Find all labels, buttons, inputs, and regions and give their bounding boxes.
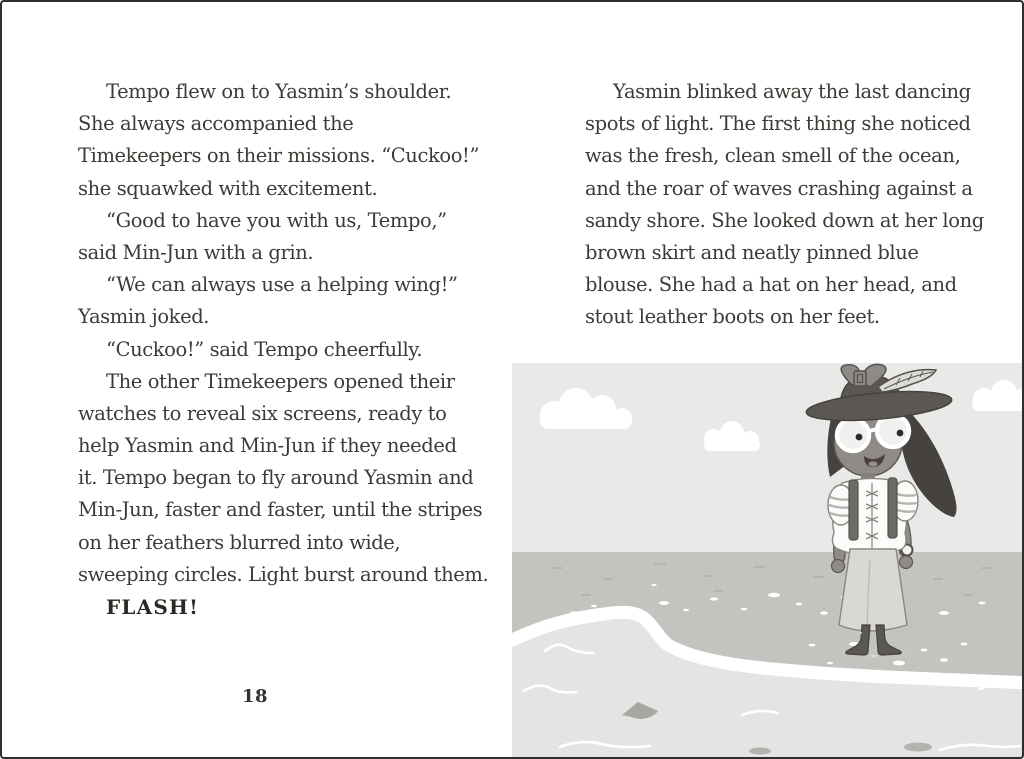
text-line: watches to reveal six screens, ready to: [78, 401, 447, 425]
text-line: Min-Jun, faster and faster, until the stripes: [78, 498, 483, 522]
text-line: stout leather boots on her feet.: [585, 305, 880, 329]
text-line: it. Tempo began to fly around Yasmin and: [78, 466, 474, 490]
left-page-text: [78, 76, 489, 623]
text-line: Timekeepers on their missions. “Cuckoo!”: [78, 144, 480, 168]
beach-illustration: [512, 363, 1024, 759]
text-line: Yasmin joked.: [78, 305, 210, 329]
text-line: Tempo flew on to Yasmin’s shoulder.: [106, 80, 452, 103]
text-line: brown skirt and neatly pinned blue: [585, 240, 919, 264]
text-line: help Yasmin and Min-Jun if they needed: [78, 434, 457, 458]
text-line: “We can always use a helping wing!”: [106, 273, 458, 297]
text-line: was the fresh, clean smell of the ocean,: [585, 144, 961, 168]
girl-blouse: [828, 478, 918, 555]
text-line: blouse. She had a hat on her head, and: [585, 273, 957, 297]
text-line: FLASH!: [106, 595, 200, 619]
text-line: “Cuckoo!” said Tempo cheerfully.: [106, 337, 423, 361]
right-page-text: [585, 76, 984, 334]
text-line: She always accompanied the: [78, 112, 354, 136]
text-line: and the roar of waves crashing against a: [585, 176, 973, 200]
text-line: Yasmin blinked away the last dancing: [613, 80, 971, 103]
text-line: “Good to have you with us, Tempo,”: [106, 208, 447, 232]
girl-skirt: [839, 549, 907, 631]
text-line: she squawked with excitement.: [78, 176, 378, 200]
text-line: The other Timekeepers opened their: [106, 369, 455, 393]
text-line: said Min-Jun with a grin.: [78, 240, 314, 264]
text-line: spots of light. The first thing she noticed: [585, 112, 971, 136]
text-line: sandy shore. She looked down at her long: [585, 208, 984, 232]
text-line: sweeping circles. Light burst around them.: [78, 562, 489, 586]
page-number: 18: [241, 686, 269, 707]
text-line: on her feathers blurred into wide,: [78, 530, 401, 554]
